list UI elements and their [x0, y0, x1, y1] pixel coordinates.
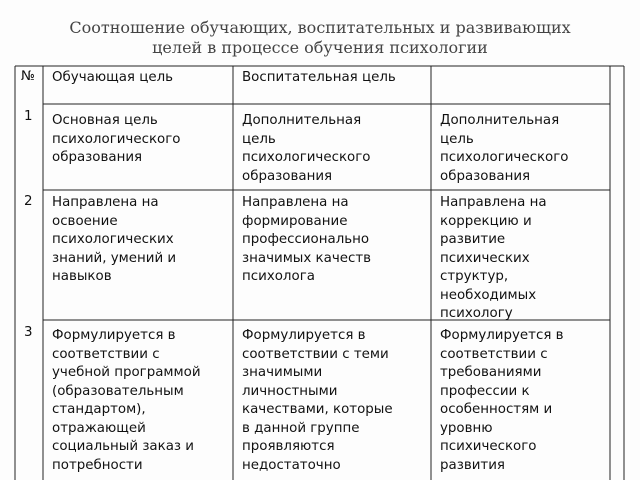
title-line-2: целей в процессе обучения психологии: [152, 38, 488, 57]
row-1-num: 1: [24, 109, 33, 124]
row-1-teaching: Основная цель психологического образования: [52, 113, 181, 165]
row-3-upbringing: Формулируется в соответствии с теми значимыми личностными качествами, которые в данной группе проявляются недостаточно: [242, 328, 393, 473]
title-line-1: Соотношение обучающих, воспитательных и развивающих: [69, 18, 571, 37]
row-2-teaching: Направлена на освоение психологических знаний, умений и навыков: [52, 195, 177, 284]
row-1-developing: Дополнительная цель психологического образования: [440, 113, 569, 184]
row-1-upbringing: Дополнительная цель психологического образования: [242, 113, 371, 184]
row-2-num: 2: [24, 194, 33, 209]
row-3-num: 3: [24, 325, 33, 340]
header-upbringing-goal: Воспитательная цель: [242, 70, 396, 85]
row-2-upbringing: Направлена на формирование профессионально значимых качеств психолога: [242, 195, 372, 284]
header-teaching-goal: Обучающая цель: [52, 70, 174, 85]
header-num: №: [21, 69, 35, 84]
row-3-developing: Формулируется в соответствии с требованиями профессии к особенностям и уровню психического развития: [440, 328, 564, 473]
row-2-developing: Направлена на коррекцию и развитие психических структур, необходимых психологу: [440, 195, 547, 321]
row-3-teaching: Формулируется в соответствии с учебной программой (образовательным стандартом), отражающей социальный заказ и потребности: [52, 328, 201, 473]
